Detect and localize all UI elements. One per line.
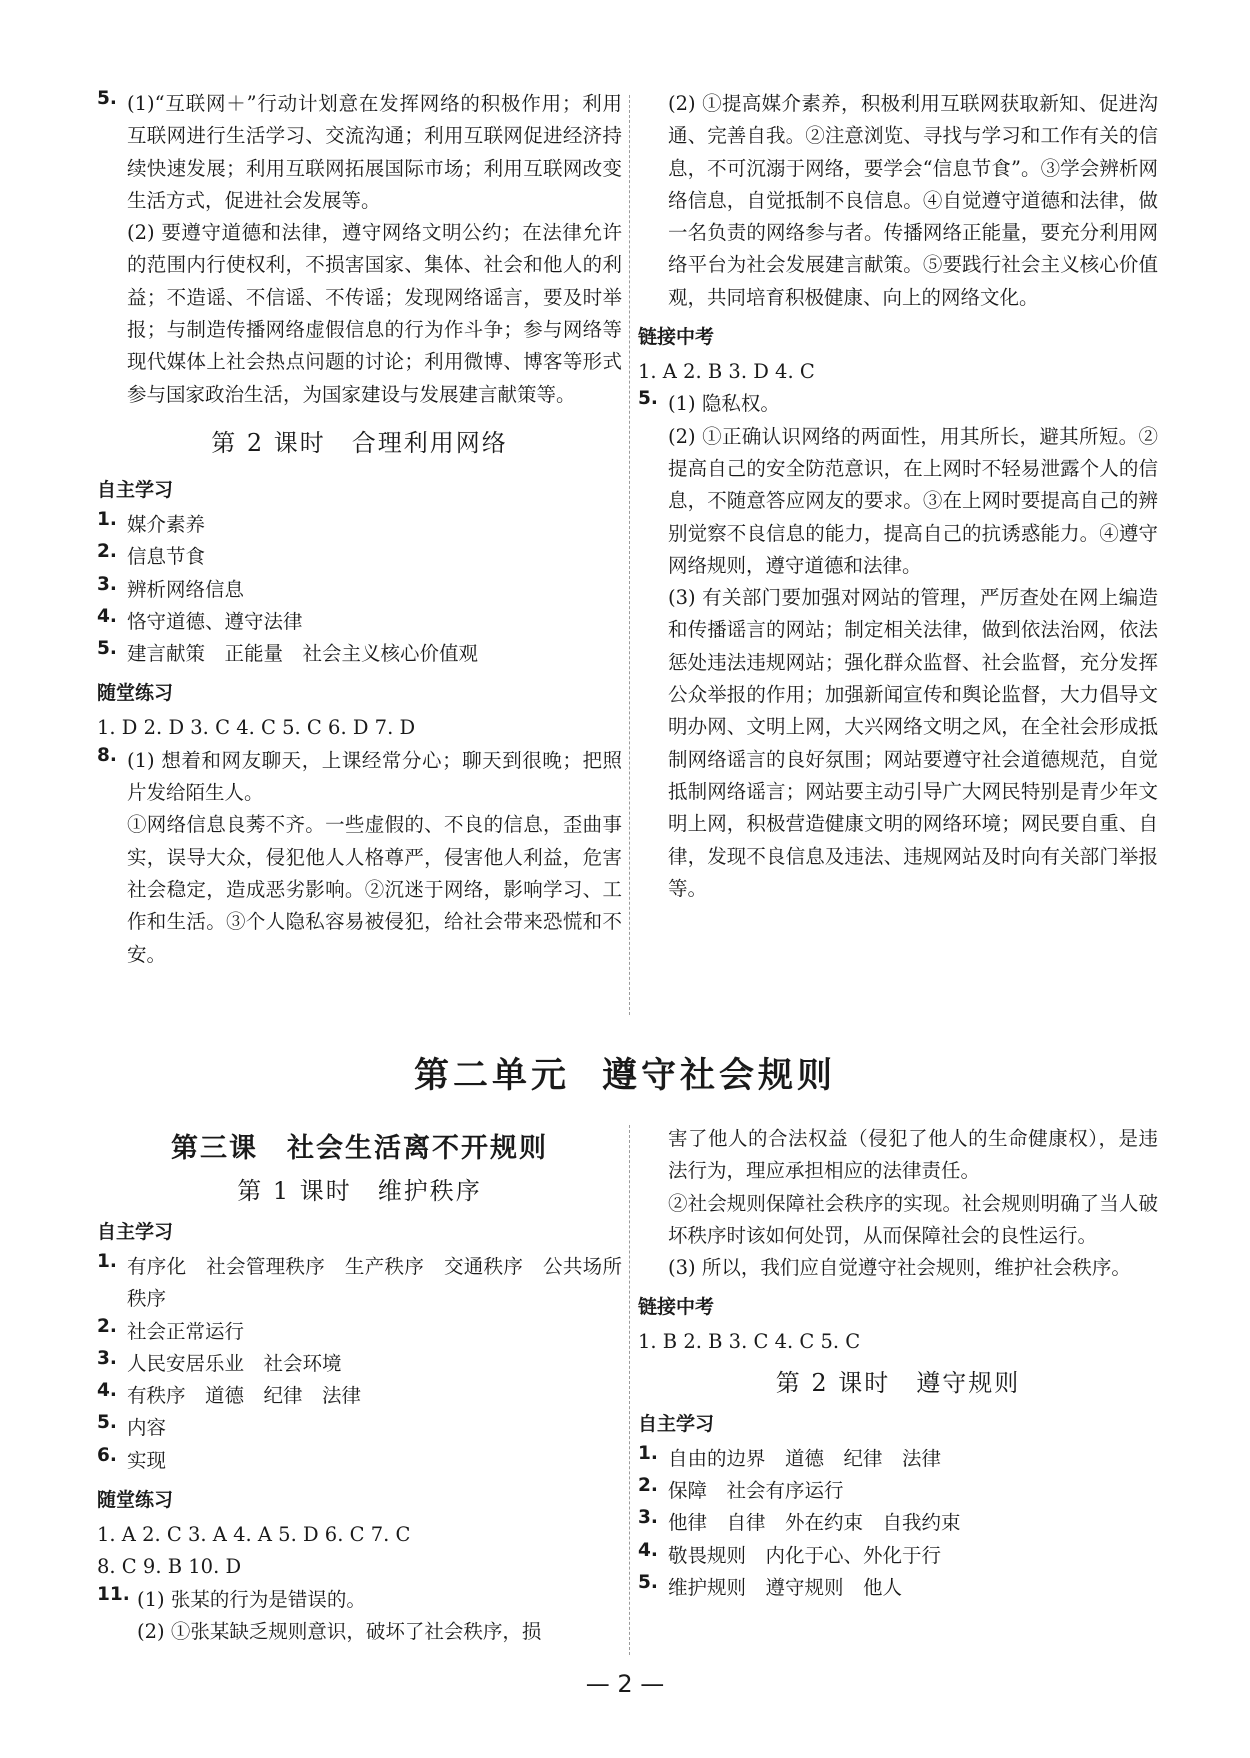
list-item: 6. 实现 [97,1444,167,1472]
answer-text: ①网络信息良莠不齐。一些虚假的、不良的信息，歪曲事实，误导大众，侵犯他人人格尊严，侵害他人利益，危害社会稳定，造成恶劣影响。②沉迷于网络，影响学习、工作和生活。③个人隐私容易被侵犯，给社会带来恐慌和不安。 [127,813,622,966]
section-heading: 链接中考 [638,326,715,349]
list-item: 3. 辨析网络信息 [97,573,245,601]
answer-text: (3) 所以，我们应自觉遵守社会规则，维护社会秩序。 [668,1256,1131,1280]
question-5 [97,88,622,217]
list-item: 2. 保障 社会有序运行 [638,1475,844,1503]
list-item: 4. 有秩序 道德 纪律 法律 [97,1380,362,1408]
section-heading: 链接中考 [638,1296,715,1319]
lesson-title: 第 2 课时 合理利用网络 [211,428,508,457]
answer-text: ②社会规则保障社会秩序的实现。社会规则明确了当人破坏秩序时该如何处罚，从而保障社会的良性运行。 [668,1191,1158,1247]
question-number: 11. [97,1583,130,1605]
answer-line: 1. A 2. C 3. A 4. A 5. D 6. C 7. C [97,1523,411,1547]
question-number: 8. [97,744,117,766]
left-column-bottom [97,1123,622,1648]
list-item: 1. 自由的边界 道德 纪律 法律 [638,1442,942,1470]
section-heading: 自主学习 [638,1412,715,1435]
list-item: 3. 他律 自律 外在约束 自我约束 [638,1507,961,1535]
unit-title: 第二单元 遵守社会规则 [413,1056,837,1096]
answer-line: 1. A 2. B 3. D 4. C [638,360,815,384]
lesson-title: 第三课 社会生活离不开规则 [171,1133,548,1164]
answer-text: (1) 张某的行为是错误的。 [137,1587,366,1611]
section-heading: 自主学习 [97,478,174,501]
answer-line: 8. C 9. B 10. D [97,1555,242,1579]
question-number: 5. [97,88,117,109]
answer-line: 1. D 2. D 3. C 4. C 5. C 6. D 7. D [97,716,416,740]
column-divider [629,95,630,1015]
list-item: 1. 有序化 社会管理秩序 生产秩序 交通秩序 公共场所秩序 [97,1251,622,1311]
answer-text: (2) ①提高媒介素养，积极利用互联网获取新知、促进沟通、完善自我。②注意浏览、寻找与学习和工作有关的信息，不可沉溺于网络，要学会“信息节食”。③学会辨析网络信息，自觉抵制不良信息。④自觉遵守道德和法律，做一名负责的网络参与者。传播网络正能量，要充分利用网络平台为社会发展建言献策。⑤要践行社会主义核心价值观，共同培育积极健康、向上的网络文化。 [668,92,1158,309]
list-item: 5. 内容 [97,1412,167,1440]
answer-text: (1) 隐私权。 [668,392,780,416]
answer-text: (2) ①张某缺乏规则意识，破坏了社会秩序，损 [137,1619,542,1643]
list-item: 4. 敬畏规则 内化于心、外化于行 [638,1539,942,1567]
section-heading: 随堂练习 [97,1489,174,1512]
list-item: 5. 建言献策 正能量 社会主义核心价值观 [97,638,479,666]
answer-line: 1. B 2. B 3. C 4. C 5. C [638,1330,861,1354]
lesson-subtitle: 第 2 课时 遵守规则 [775,1368,1021,1397]
page-number: — 2 — [585,1670,665,1698]
list-item: 3. 人民安居乐业 社会环境 [97,1347,342,1375]
section-heading: 自主学习 [97,1221,174,1243]
answer-text: (3) 有关部门要加强对网站的管理，严厉查处在网上编造和传播谣言的网站；制定相关法律，做到依法治网，依法惩处违法违规网站；强化群众监督、社会监督，充分发挥公众举报的作用；加强新闻宣传和舆论监督，大力倡导文明办网、文明上网，大兴网络文明之风，在全社会形成抵制网络谣言的良好氛围；网站要遵守社会道德规范，自觉抵制网络谣言；网站要主动引导广大网民特别是青少年文明上网，积极营造健康文明的网络环境；网民要自重、自律，发现不良信息及违法、违规网站及时向有关部门举报等。 [668,586,1158,900]
left-column-top [97,88,622,971]
answer-text: 害了他人的合法权益（侵犯了他人的生命健康权），是违法行为，理应承担相应的法律责任。 [668,1127,1158,1183]
list-item: 1. 媒介素养 [97,508,206,536]
question-11 [97,1584,622,1616]
answer-text: (1) 想着和网友聊天，上课经常分心；聊天到很晚；把照片发给陌生人。 [127,748,622,805]
list-item: 4. 恪守道德、遵守法律 [97,605,303,633]
list-item: 2. 社会正常运行 [97,1315,245,1343]
column-divider [629,1125,630,1655]
list-item: 2. 信息节食 [97,541,206,569]
answer-text: (2) ①正确认识网络的两面性，用其所长，避其所短。②提高自己的安全防范意识，在上网时不轻易泄露个人的信息，不随意答应网友的要求。③在上网时要提高自己的辨别觉察不良信息的能力，提高自己的抗诱惑能力。④遵守网络规则，遵守道德和法律。 [668,424,1158,577]
list-item: 5. 维护规则 遵守规则 他人 [638,1571,903,1599]
lesson-subtitle: 第 1 课时 维护秩序 [237,1177,482,1205]
answer-text: (2) 要遵守道德和法律，遵守网络文明公约；在法律允许的范围内行使权利，不损害国家、集体、社会和他人的利益；不造谣、不信谣、不传谣；发现网络谣言，要及时举报；与制造传播网络虚假信息的行为作斗争；参与网络等现代媒体上社会热点问题的讨论；利用微博、博客等形式参与国家政治生活，为国家建设与发展建言献策等。 [127,221,622,406]
answer-text: (1)“互联网＋”行动计划意在发挥网络的积极作用；利用互联网进行生活学习、交流沟通；利用互联网促进经济持续快速发展；利用互联网拓展国际市场；利用互联网改变生活方式，促进社会发展等。 [127,92,622,212]
right-column-top [638,88,1158,905]
section-heading: 随堂练习 [97,682,174,705]
question-8 [97,745,622,810]
right-column-bottom [638,1123,1158,1604]
question-5 [638,388,1158,420]
question-number: 5. [638,388,658,410]
